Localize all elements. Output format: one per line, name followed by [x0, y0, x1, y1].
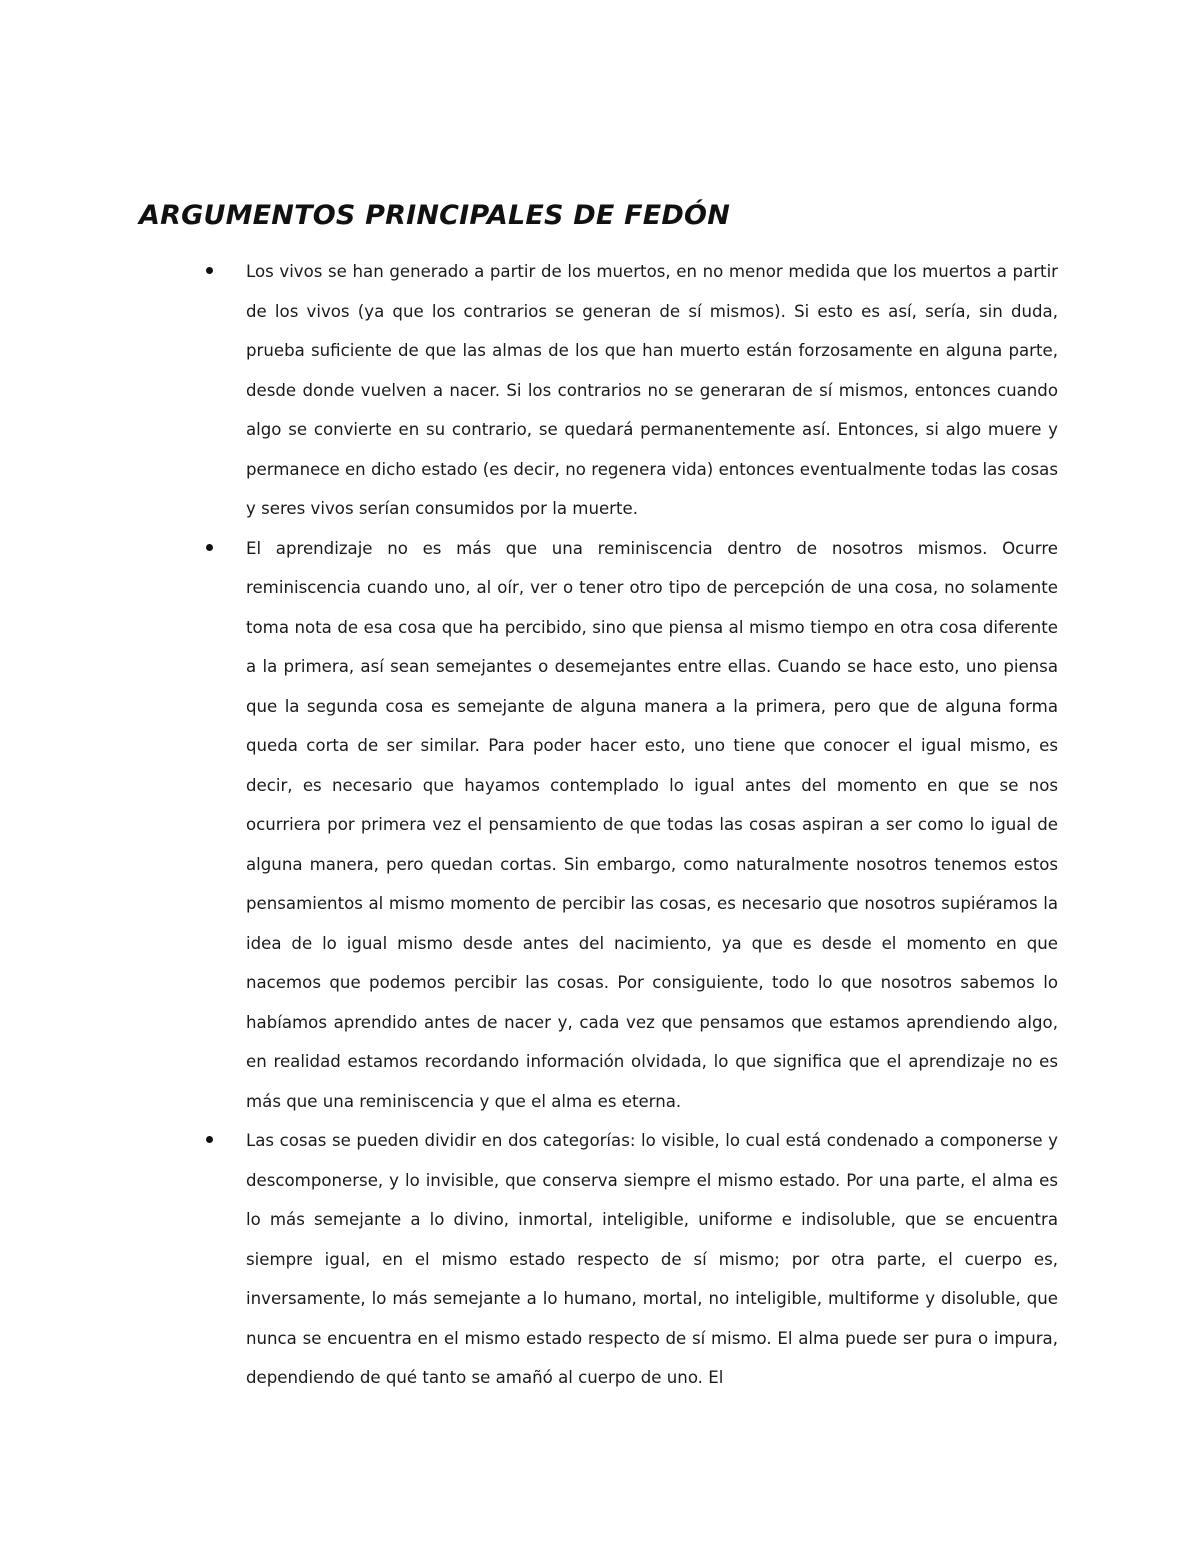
- list-item: [0, 252, 1200, 529]
- bullet-icon: [206, 1136, 213, 1143]
- bullet-icon: [206, 267, 213, 274]
- list-item-text: El aprendizaje no es más que una reminiscencia dentro de nosotros mismos. Ocurre reminiscencia cuando uno, al oír, ver o tener otro tipo de percepción de una cosa, no solamente toma nota de esa cosa que ha percibido, sino que piensa al mismo tiempo en otra cosa diferente a la primera, así sean semejantes o desemejantes entre ellas. Cuando se hace esto, uno piensa que la segunda cosa es semejante de alguna manera a la primera, pero que de alguna forma queda corta de ser similar. Para poder hacer esto, uno tiene que conocer el igual mismo, es decir, es necesario que hayamos contemplado lo igual antes del momento en que se nos ocurriera por primera vez el pensamiento de que todas las cosas aspiran a ser como lo igual de alguna manera, pero quedan cortas. Sin embargo, como naturalmente nosotros tenemos estos pensamientos al mismo momento de percibir las cosas, es necesario que nosotros supiéramos la idea de lo igual mismo desde antes del nacimiento, ya que es desde el momento en que nacemos que podemos percibir las cosas. Por consiguiente, todo lo que nosotros sabemos lo habíamos aprendido antes de nacer y, cada vez que pensamos que estamos aprendiendo algo, en realidad estamos recordando información olvidada, lo que significa que el aprendizaje no es más que una reminiscencia y que el alma es eterna.: [246, 538, 1058, 1111]
- bullet-icon: [206, 544, 213, 551]
- list-item-text: Las cosas se pueden dividir en dos categorías: lo visible, lo cual está condenado a componerse y descomponerse, y lo invisible, que conserva siempre el mismo estado. Por una parte, el alma es lo más semejante a lo divino, inmortal, inteligible, uniforme e indisoluble, que se encuentra siempre igual, en el mismo estado respecto de sí mismo; por otra parte, el cuerpo es, inversamente, lo más semejante a lo humano, mortal, no inteligible, multiforme y disoluble, que nunca se encuentra en el mismo estado respecto de sí mismo. El alma puede ser pura o impura, dependiendo de qué tanto se amañó al cuerpo de uno. El: [246, 1131, 1058, 1387]
- list-item: [0, 529, 1200, 1122]
- argument-list: [0, 252, 1200, 1398]
- document-title: ARGUMENTOS PRINCIPALES DE FEDÓN: [139, 200, 730, 231]
- list-item-text: Los vivos se han generado a partir de los muertos, en no menor medida que los muertos a partir de los vivos (ya que los contrarios se generan de sí mismos). Si esto es así, sería, sin duda, prueba suficiente de que las almas de los que han muerto están forzosamente en alguna parte, desde donde vuelven a nacer. Si los contrarios no se generaran de sí mismos, entonces cuando algo se convierte en su contrario, se quedará permanentemente así. Entonces, si algo muere y permanece en dicho estado (es decir, no regenera vida) entonces eventualmente todas las cosas y seres vivos serían consumidos por la muerte.: [246, 262, 1058, 518]
- list-item: [0, 1121, 1200, 1398]
